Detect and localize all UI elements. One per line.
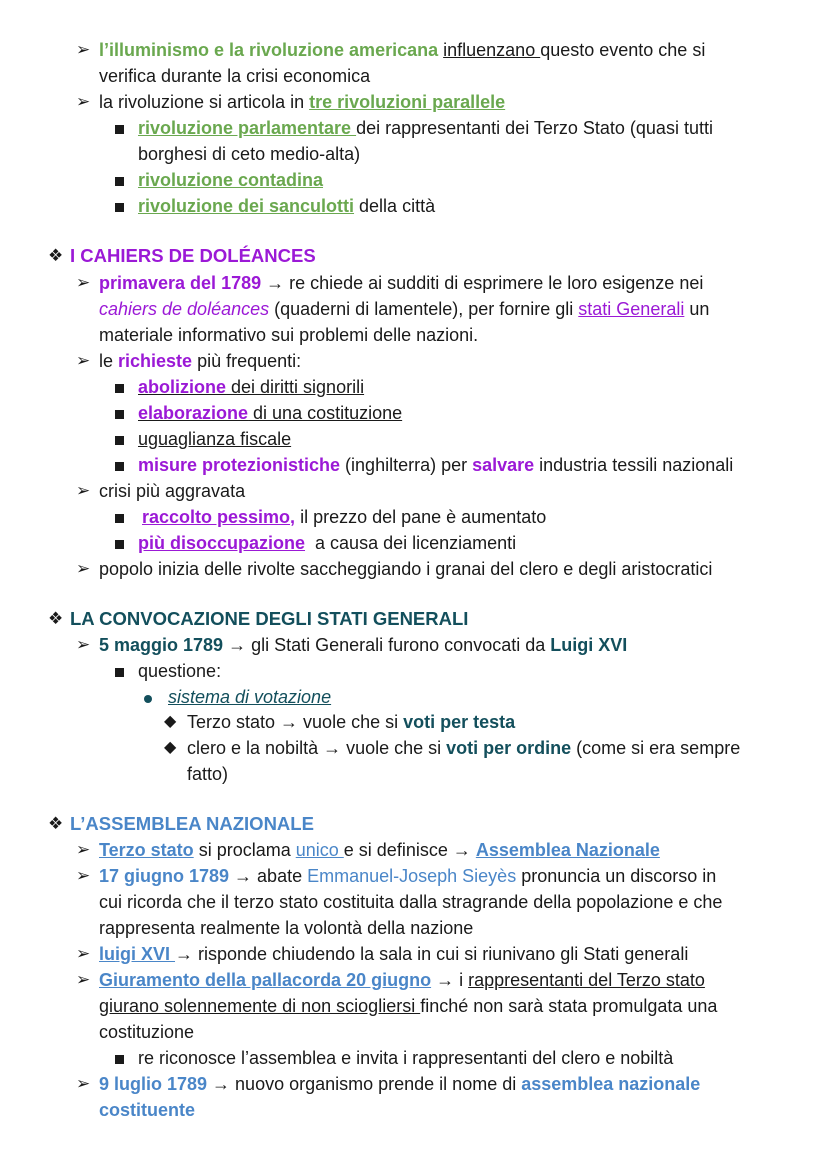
- text-line: re riconosce l’assemblea e invita i rappresentanti del clero e nobiltà: [138, 1048, 674, 1068]
- text: questo evento che si: [540, 40, 706, 60]
- arrow-bullet-icon: ➢: [76, 944, 91, 963]
- text-line: [99, 632, 627, 658]
- arrow-bullet-icon: ➢: [76, 351, 91, 370]
- highlight-link-text: rivoluzione dei sanculotti: [138, 196, 355, 216]
- text: (come si era sempre: [571, 738, 741, 758]
- highlight-text: richieste: [118, 351, 193, 371]
- highlight-link-text: più disoccupazione: [138, 533, 306, 553]
- square-bullet-icon: [115, 1045, 124, 1071]
- text-line: [138, 530, 516, 556]
- text: più frequenti:: [192, 351, 302, 371]
- square-bullet-icon: [115, 658, 124, 684]
- text: dei diritti signorili: [226, 377, 365, 397]
- highlight-text: salvare: [472, 455, 535, 475]
- arrow-bullet-icon: ➢: [76, 635, 91, 654]
- text-line: rappresenta realmente la volontà della nazione: [99, 918, 474, 938]
- arrow-bullet-icon: ➢: [76, 40, 91, 59]
- section-heading: I CAHIERS DE DOLÉANCES: [70, 245, 316, 266]
- text: finché non sarà stata promulgata una: [420, 996, 718, 1016]
- square-bullet-icon: [115, 374, 124, 400]
- text: → re chiede ai sudditi di esprimere le loro esigenze nei: [261, 273, 704, 293]
- text-line: [99, 270, 703, 296]
- highlight-text: primavera del 1789: [99, 273, 262, 293]
- section-heading: L’ASSEMBLEA NAZIONALE: [70, 813, 314, 834]
- text-line: [99, 863, 716, 889]
- diamond-bullet-icon: ❖: [48, 609, 64, 628]
- square-bullet-icon: [115, 452, 124, 478]
- highlight-text: 5 maggio 1789: [99, 635, 224, 655]
- text: di una costituzione: [248, 403, 403, 423]
- round-bullet-icon: [144, 684, 152, 710]
- text: (inghilterra) per: [340, 455, 473, 475]
- highlight-text: voti per ordine: [446, 738, 572, 758]
- text: → gli Stati Generali furono convocati da: [223, 635, 551, 655]
- text: della città: [354, 196, 436, 216]
- text-line: [138, 374, 364, 400]
- highlight-text: 9 luglio 1789: [99, 1074, 208, 1094]
- highlight-text: misure protezionistiche: [138, 455, 341, 475]
- text: il prezzo del pane è aumentato: [295, 507, 547, 527]
- arrow-bullet-icon: ➢: [76, 840, 91, 859]
- text: un: [684, 299, 710, 319]
- text-line: [187, 709, 515, 735]
- text-line: [99, 37, 705, 63]
- underlined-text: giurano solennemente di non sciogliersi: [99, 996, 421, 1016]
- text-line: cui ricorda che il terzo stato costituita dalla stragrande della popolazione e che: [99, 892, 723, 912]
- text: (quaderni di lamentele), per fornire gli: [269, 299, 579, 319]
- text-line: verifica durante la crisi economica: [99, 66, 371, 86]
- arrow-bullet-icon: ➢: [76, 273, 91, 292]
- highlight-link-text: Assemblea Nazionale: [475, 840, 660, 860]
- highlight-text: l’illuminismo e la rivoluzione americana: [99, 40, 439, 60]
- text-line: crisi più aggravata: [99, 481, 246, 501]
- text-line: [99, 837, 660, 863]
- name-text: Emmanuel-Joseph Sieyès: [307, 866, 517, 886]
- highlight-link-text: Terzo stato: [99, 840, 194, 860]
- text: la rivoluzione si articola in: [99, 92, 310, 112]
- text-line: [138, 193, 435, 219]
- text-line: [99, 941, 688, 967]
- text-line: materiale informativo sui problemi delle nazioni.: [99, 325, 479, 345]
- highlight-link-text: Giuramento della pallacorda 20 giugno: [99, 970, 432, 990]
- link-text[interactable]: stati Generali: [578, 299, 685, 319]
- text-line: [138, 452, 733, 478]
- highlight-text: Luigi XVI: [550, 635, 628, 655]
- text-line: [138, 115, 713, 141]
- text-line: [99, 89, 505, 115]
- text-line: popolo inizia delle rivolte saccheggiando i granai del clero e degli aristocratici: [99, 559, 713, 579]
- italic-text: sistema di votazione: [168, 687, 332, 707]
- square-bullet-icon: [115, 400, 124, 426]
- arrow-bullet-icon: ➢: [76, 92, 91, 111]
- highlight-text: voti per testa: [403, 712, 516, 732]
- highlight-link-text: tre rivoluzioni parallele: [309, 92, 506, 112]
- text: → abate: [229, 866, 308, 886]
- arrow-bullet-icon: ➢: [76, 866, 91, 885]
- highlight-link-text: luigi XVI: [99, 944, 176, 964]
- text-line: [99, 348, 301, 374]
- text-line: [99, 1071, 700, 1097]
- underlined-text: influenzano: [443, 40, 541, 60]
- square-bullet-icon: [115, 504, 124, 530]
- text: le: [99, 351, 119, 371]
- highlight-link-text: rivoluzione parlamentare: [138, 118, 357, 138]
- text-line: [99, 967, 705, 993]
- text: Terzo stato → vuole che si: [187, 712, 404, 732]
- text: clero e la nobiltà → vuole che si: [187, 738, 447, 758]
- text-line: borghesi di ceto medio-alta): [138, 144, 361, 164]
- text: dei rappresentanti dei Terzo Stato (quasi tutti: [356, 118, 713, 138]
- arrow-bullet-icon: ➢: [76, 970, 91, 989]
- highlight-text: elaborazione: [138, 403, 249, 423]
- diamond-bullet-icon: ❖: [48, 814, 64, 833]
- highlight-text: costituente: [99, 1100, 196, 1120]
- text-line: [99, 993, 717, 1019]
- arrow-bullet-icon: ➢: [76, 1074, 91, 1093]
- text-line: costituzione: [99, 1022, 195, 1042]
- text: → i: [431, 970, 469, 990]
- text: → nuovo organismo prende il nome di: [207, 1074, 522, 1094]
- text: industria tessili nazionali: [534, 455, 734, 475]
- text: si proclama: [193, 840, 296, 860]
- square-bullet-icon: [115, 193, 124, 219]
- arrow-bullet-icon: ➢: [76, 559, 91, 578]
- text-line: [138, 400, 402, 426]
- square-bullet-icon: [115, 530, 124, 556]
- text-line: [99, 296, 709, 322]
- text-line: [142, 504, 546, 530]
- highlight-link-text: raccolto pessimo,: [142, 507, 296, 527]
- text: pronuncia un discorso in: [516, 866, 717, 886]
- text: → risponde chiudendo la sala in cui si riunivano gli Stati generali: [175, 944, 689, 964]
- section-heading: LA CONVOCAZIONE DEGLI STATI GENERALI: [70, 608, 469, 629]
- text: a causa dei licenziamenti: [305, 533, 517, 553]
- highlight-text: assemblea nazionale: [521, 1074, 701, 1094]
- highlight-text: abolizione: [138, 377, 227, 397]
- diamond-solid-bullet-icon: ◆: [164, 739, 177, 756]
- text: e si definisce →: [343, 840, 476, 860]
- square-bullet-icon: [115, 426, 124, 452]
- square-bullet-icon: [115, 167, 124, 193]
- link-text[interactable]: unico: [295, 840, 344, 860]
- arrow-bullet-icon: ➢: [76, 481, 91, 500]
- text-line: fatto): [187, 764, 229, 784]
- text-line: [187, 735, 740, 761]
- text-line: uguaglianza fiscale: [138, 429, 292, 449]
- diamond-solid-bullet-icon: ◆: [164, 713, 177, 730]
- italic-text: cahiers de doléances: [99, 299, 270, 319]
- text-line: questione:: [138, 661, 222, 681]
- diamond-bullet-icon: ❖: [48, 246, 64, 265]
- highlight-link-text: rivoluzione contadina: [138, 170, 324, 190]
- square-bullet-icon: [115, 115, 124, 141]
- underlined-text: rappresentanti del Terzo stato: [468, 970, 705, 990]
- highlight-text: 17 giugno 1789: [99, 866, 230, 886]
